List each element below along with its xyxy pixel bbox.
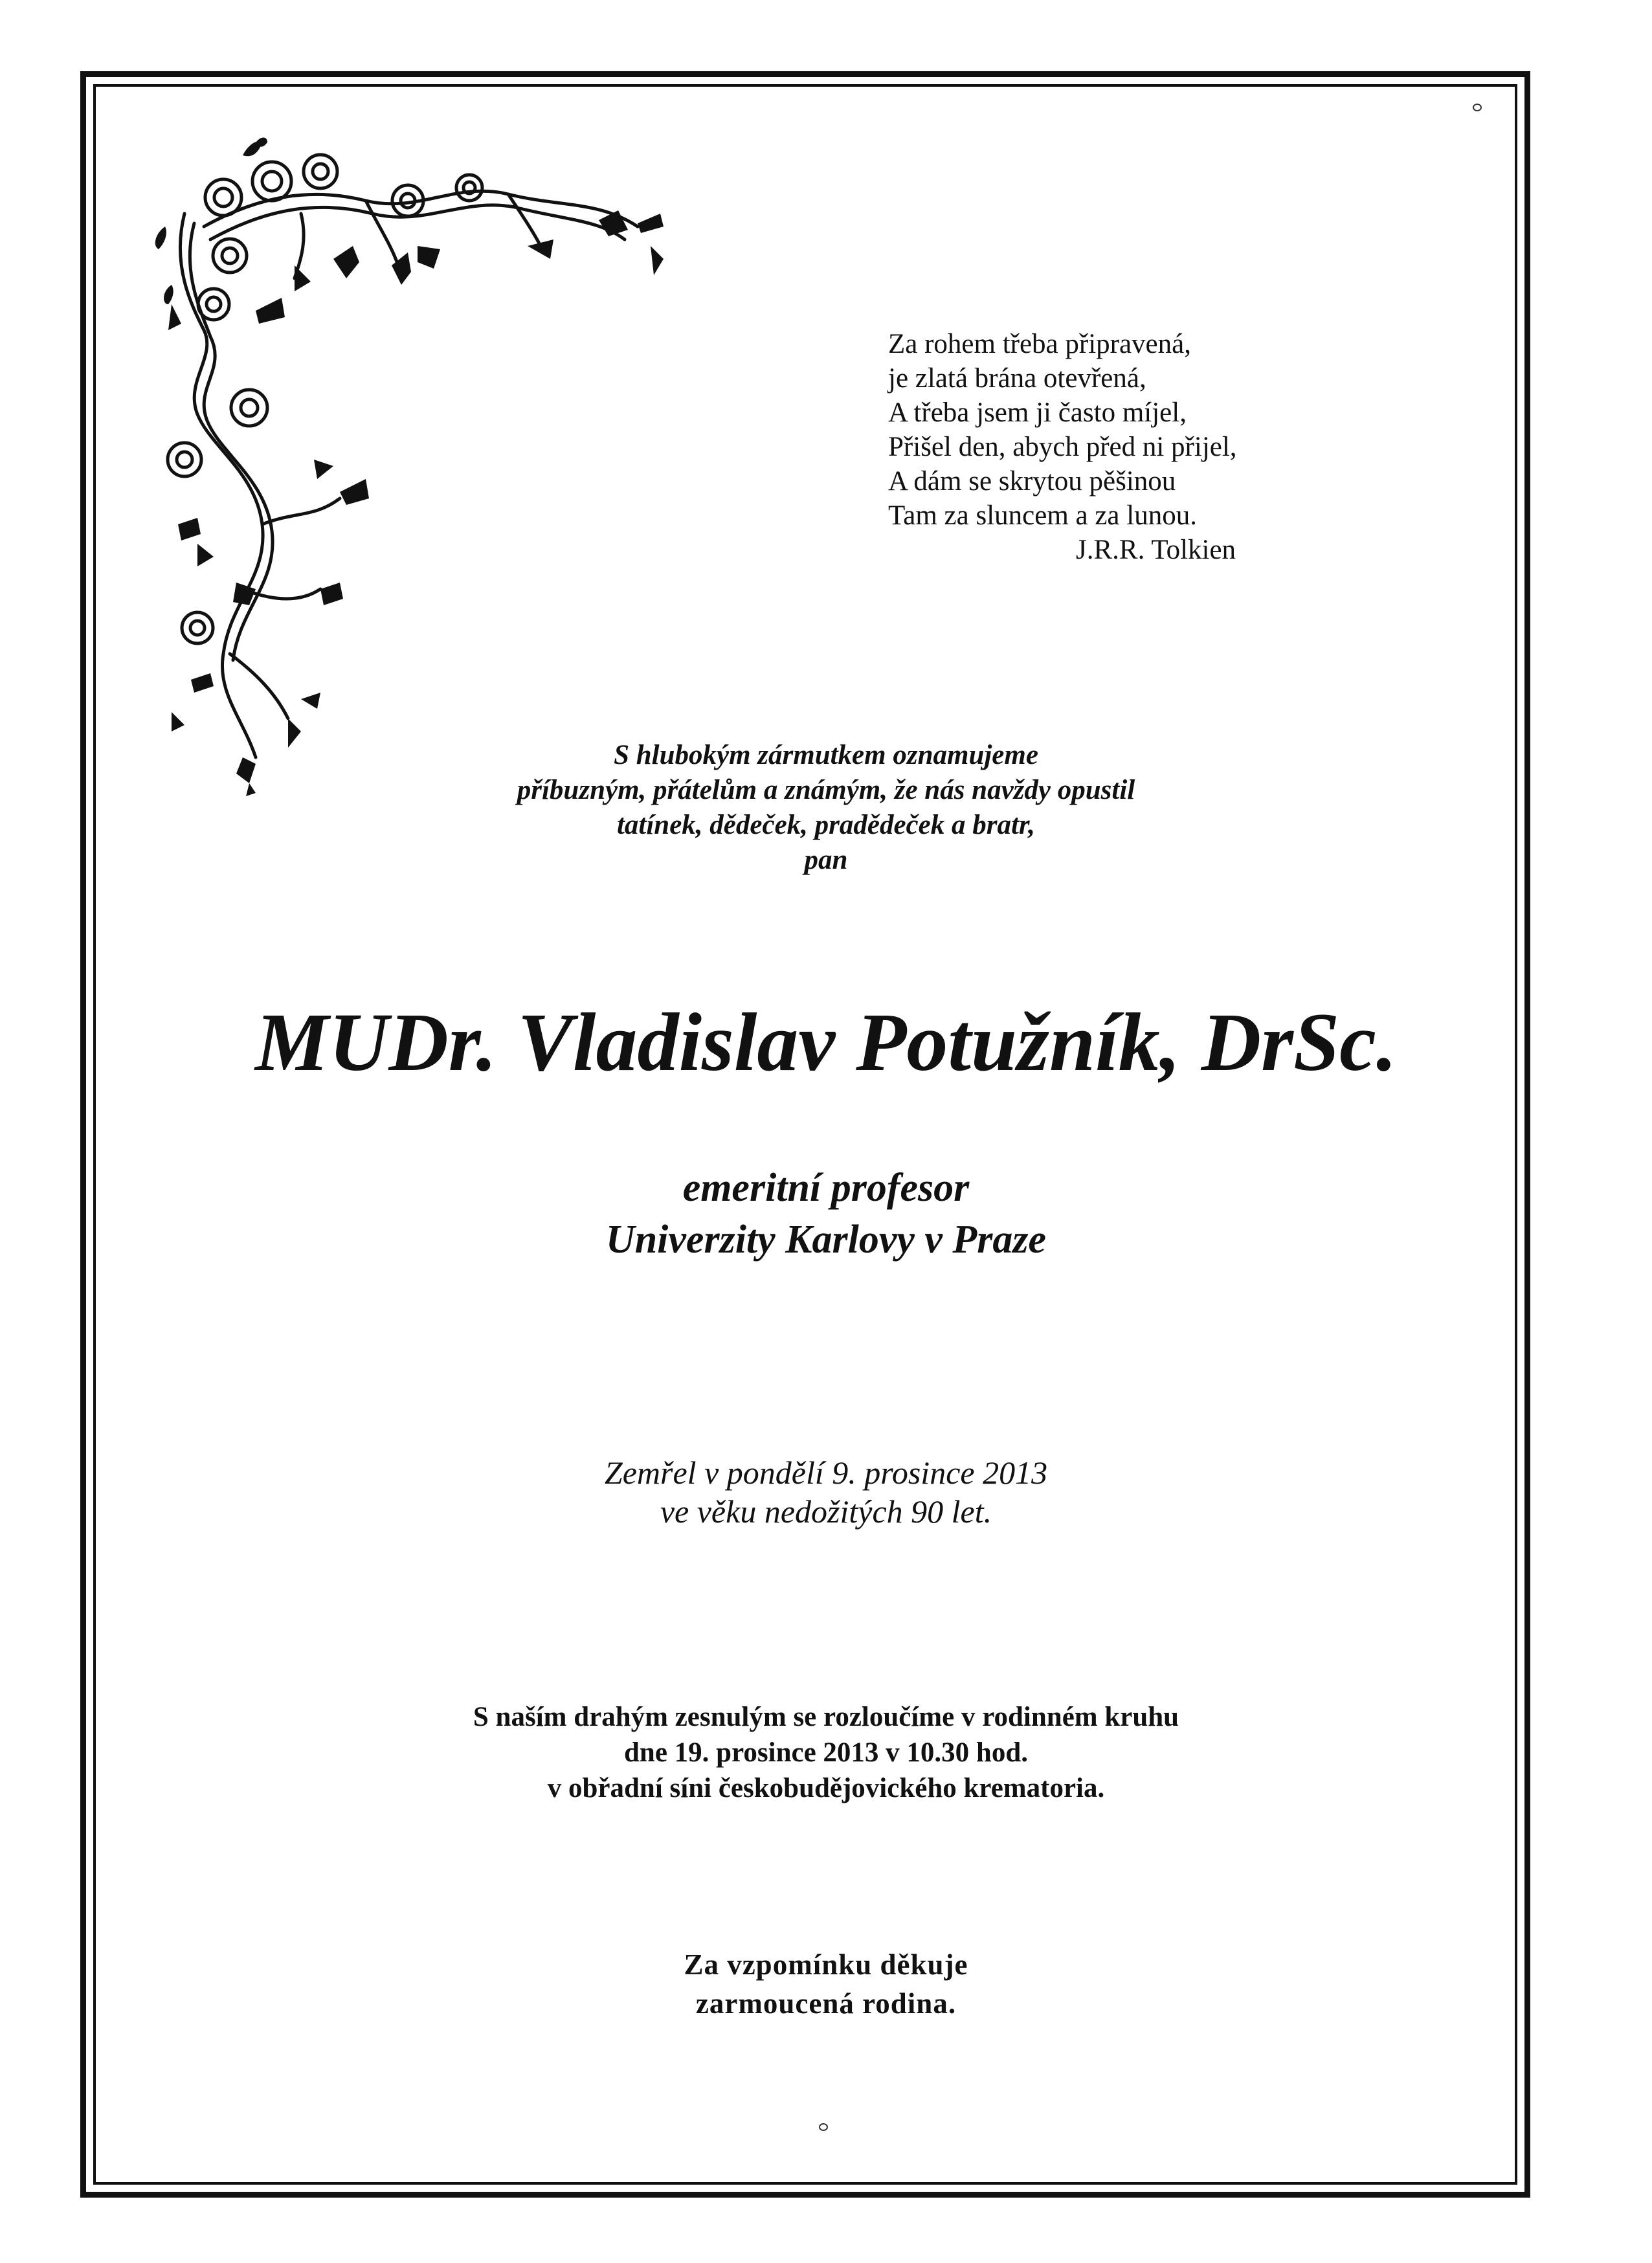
poem-block <box>888 327 1341 567</box>
paper-speck <box>819 2123 828 2131</box>
thanks-block <box>0 1945 1652 2023</box>
death-line: Zemřel v pondělí 9. prosince 2013 <box>604 1455 1048 1491</box>
farewell-line: v obřadní síni českobudějovického krematoria. <box>547 1773 1105 1803</box>
poem-line: A dám se skrytou pěšinou <box>888 466 1176 496</box>
title-line: Univerzity Karlovy v Praze <box>605 1218 1047 1262</box>
farewell-info-block <box>0 1699 1652 1806</box>
paper-speck <box>1473 104 1482 111</box>
title-line: emeritní profesor <box>682 1166 970 1210</box>
thanks-line: Za vzpomínku děkuje <box>684 1948 968 1981</box>
poem-line: Přišel den, abych před ni přijel, <box>888 432 1237 462</box>
poem-line: je zlatá brána otevřená, <box>888 363 1146 394</box>
poem-line: Za rohem třeba připravená, <box>888 329 1191 359</box>
deceased-title-block <box>0 1162 1652 1265</box>
announcement-line: S hlubokým zármutkem oznamujeme <box>614 740 1038 770</box>
death-info-block <box>0 1453 1652 1531</box>
farewell-line: S naším drahým zesnulým se rozloučíme v rodinném kruhu <box>473 1702 1179 1732</box>
floral-corner-ornament-icon <box>146 136 715 796</box>
announcement-block <box>0 738 1652 878</box>
thanks-line: zarmoucená rodina. <box>695 1987 957 2020</box>
farewell-line: dne 19. prosince 2013 v 10.30 hod. <box>624 1737 1028 1768</box>
poem-line: Tam za sluncem a za lunou. <box>888 500 1197 531</box>
announcement-line: tatínek, dědeček, pradědeček a bratr, <box>616 810 1036 840</box>
deceased-name: MUDr. Vladislav Potužník, DrSc. <box>255 996 1397 1088</box>
poem-line: A třeba jsem ji často míjel, <box>888 397 1187 428</box>
death-line: ve věku nedožitých 90 let. <box>660 1493 992 1530</box>
poem-author: J.R.R. Tolkien <box>1076 535 1236 565</box>
announcement-line: pan <box>804 845 848 875</box>
announcement-line: příbuzným, přátelům a známým, že nás navždy opustil <box>517 775 1135 805</box>
